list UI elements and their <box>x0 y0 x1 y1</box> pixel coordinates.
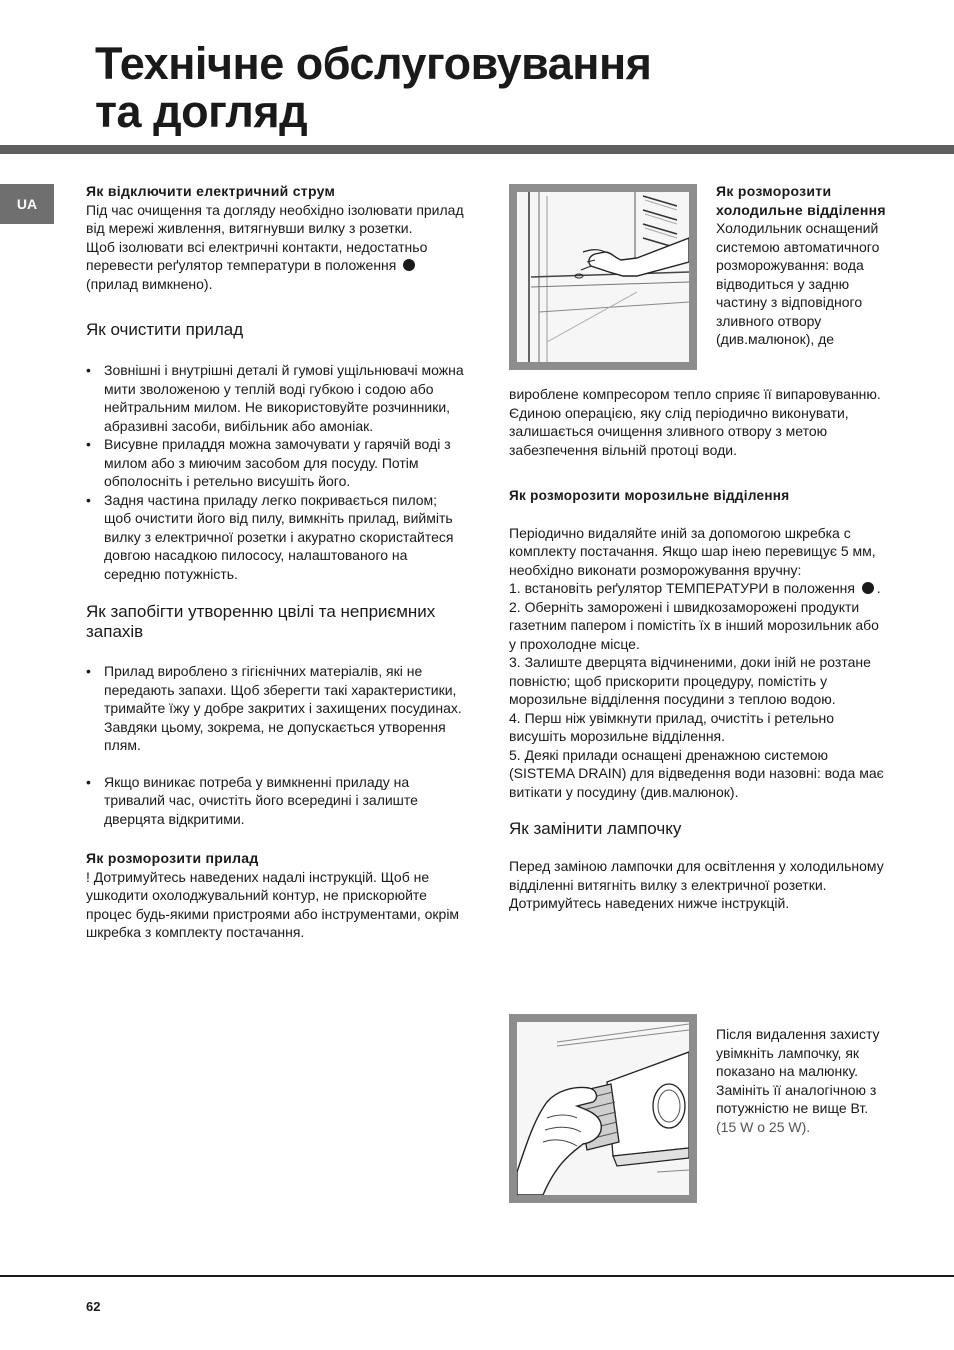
mould-list <box>86 662 466 828</box>
power-off-heading: Як відключити електричний струм <box>86 183 336 199</box>
freezer-step-1-text: 1. встановіть реґулятор ТЕМПЕРАТУРИ в положення <box>509 580 855 596</box>
freezer-step-3: 3. Залиште дверцята відчиненими, доки іній не розтане повністю; щоб прискорити процедуру, помістіть у морозильне відділення посудини з теплою водою. <box>509 654 871 707</box>
header-rule <box>0 145 954 154</box>
list-item: • Прилад вироблено з гігієнічних матеріалів, які не передають запахи. Щоб зберегти такі характеристики, тримайте їжу у добре закритих і захищених посудинах. Завдяки цьому, зокрема, не допускається утворення плям. <box>86 662 466 755</box>
off-position-icon <box>862 582 874 594</box>
freezer-step-5: 5. Деякі прилади оснащені дренажною системою (SISTEMA DRAIN) для відведення води назовні: вода має витікати у посудину (див.малюнок). <box>509 746 884 800</box>
lamp-side-paragraph <box>716 1025 888 1136</box>
page-title <box>95 40 651 136</box>
list-item: • Висувне приладдя можна замочувати у гарячій воді з милом або з миючим засобом для посуду. Потім обполосніть і ретельно висушіть його. <box>86 435 466 491</box>
freezer-step-1 <box>509 579 889 598</box>
left-column <box>86 182 466 942</box>
fridge-drain-illustration <box>509 184 697 370</box>
footer-rule <box>0 1275 954 1277</box>
page-number: 62 <box>86 1299 101 1314</box>
off-position-icon <box>403 259 415 271</box>
defrost-paragraph: ! Дотримуйтесь наведених надалі інструкцій. Щоб не ушкодити охолоджувальний контур, не прискорюйте процес будь-якими пристроями або інструментами, окрім шкребка з комплекту постачання. <box>86 868 460 940</box>
lamp-replacement-illustration <box>509 1014 697 1203</box>
power-off-paragraph-1: Під час очищення та догляду необхідно ізолювати прилад від мережі живлення, витягнувши вилку з розетки. <box>86 201 464 236</box>
list-item: • Якщо виникає потреба у вимкненні приладу на тривалий час, очистіть його всередині і залиште дверцята відкритими. <box>86 773 466 829</box>
lamp-heading: Як замінити лампочку <box>509 819 682 838</box>
fridge-defrost-side-paragraph: Холодильник оснащений системою автоматичного розморожування: вода відводиться у задню частину з відповідного зливного отвору (див.малюнок), де <box>716 220 880 347</box>
fridge-side-text <box>716 182 888 349</box>
list-item: • Задня частина приладу легко покривається пилом; щоб очистити його від пилу, вимкніть прилад, вийміть вилку з електричної розетки і акуратно скористайтеся довгою насадкою пилососу, налаштованого на середню потужність. <box>86 491 466 584</box>
freezer-defrost-intro: Періодично видаляйте иній за допомогою шкребка с комплекту постачання. Якщо шар інею перевищує 5 мм, необхідно виконати розморожування вручну: <box>509 524 876 578</box>
fridge-defrost-continued: вироблене компресором тепло сприяє її випаровуванню. Єдиною операцією, яку слід періодично виконувати, залишається очищення зливного отвору з метою забезпечення вільній протоці води. <box>509 386 881 458</box>
power-off-paragraph-2 <box>86 238 466 294</box>
page-title-line-1: Технічне обслуговування <box>95 38 652 89</box>
mould-heading: Як запобігти утворенню цвілі та неприємних запахів <box>86 602 436 641</box>
lamp-replacement-drawing <box>517 1022 689 1195</box>
page-title-line-2: та догляд <box>95 86 308 137</box>
lamp-power-range: (15 W о 25 W). <box>716 1118 811 1135</box>
cleaning-list <box>86 361 466 583</box>
freezer-step-4: 4. Перш ніж увімкнути прилад, очистіть і ретельно висушіть морозильне відділення. <box>509 709 835 744</box>
right-column <box>509 385 889 913</box>
lamp-intro: Перед заміною лампочки для освітлення у холодильному відділенні витягніть вилку з електричної розетки. Дотримуйтесь наведених нижче інструкцій. <box>509 858 884 911</box>
cleaning-heading: Як очистити прилад <box>86 320 244 339</box>
freezer-step-2: 2. Оберніть заморожені і швидкозаморожені продукти газетним папером і помістіть їх в інший морозильник або у прохолодне місце. <box>509 598 879 652</box>
freezer-defrost-heading: Як розморозити морозильне відділення <box>509 488 790 503</box>
freezer-step-1-end: . <box>876 580 881 596</box>
language-tab: UA <box>0 184 54 224</box>
power-off-text-a: Щоб ізолювати всі електричні контакти, недостатньо перевести реґулятор температури в положення <box>86 238 428 273</box>
fridge-drain-drawing <box>517 192 689 362</box>
list-item: • Зовнішні і внутрішні деталі й гумові ущільнювачі можна мити зволоженою у теплій воді губкою і содою або нейтральним милом. Не використовуйте розчинники, абразивні засоби, вибільник або амоніак. <box>86 361 466 435</box>
power-off-text-b: (прилад вимкнено). <box>86 275 213 292</box>
fridge-defrost-heading: Як розморозити холодильне відділення <box>716 183 886 218</box>
lamp-side-text-a: Після видалення захисту увімкніть лампочку, як показано на малюнку. Замініть її аналогічною з потужністю не вище Вт. <box>716 1026 880 1116</box>
defrost-heading: Як розморозити прилад <box>86 850 259 866</box>
lamp-side-text <box>716 1025 888 1136</box>
